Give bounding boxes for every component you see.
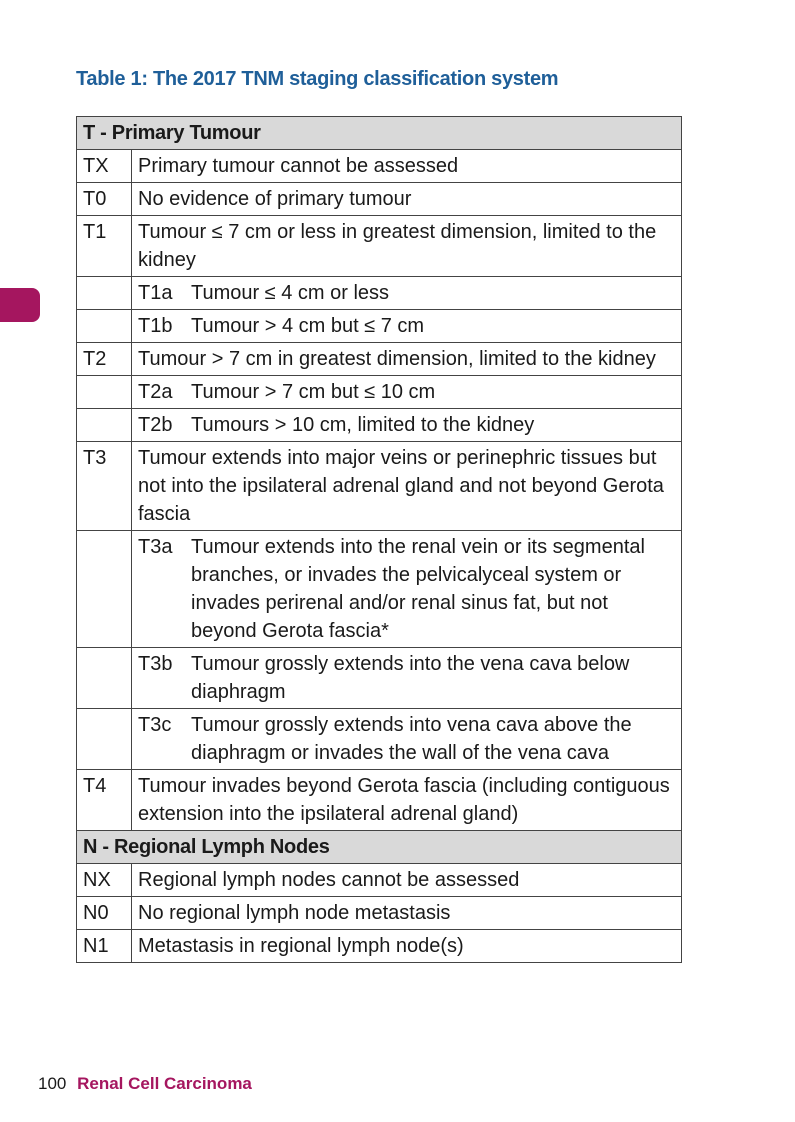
table-row — [77, 864, 682, 897]
substage-description: Tumour extends into the renal vein or its segmental branches, or invades the pelvicalyceal system or invades perirenal and/or renal sinus fat, but not beyond Gerota fascia* — [191, 536, 645, 642]
substage-description: Tumour grossly extends into the vena cava below diaphragm — [191, 653, 630, 703]
table-row — [77, 709, 682, 770]
substage-cell — [132, 310, 682, 343]
stage-code-empty — [77, 409, 132, 442]
table-row — [77, 277, 682, 310]
page-number: 100 — [38, 1074, 67, 1093]
stage-code-empty — [77, 310, 132, 343]
stage-description: No regional lymph node metastasis — [132, 897, 682, 930]
stage-description: No evidence of primary tumour — [132, 183, 682, 216]
table-row — [77, 770, 682, 831]
stage-description: Metastasis in regional lymph node(s) — [132, 930, 682, 963]
section-header-t: T - Primary Tumour — [77, 117, 682, 150]
stage-description: Tumour invades beyond Gerota fascia (including contiguous extension into the ipsilateral adrenal gland) — [132, 770, 682, 831]
substage-cell — [132, 709, 682, 770]
section-header-n: N - Regional Lymph Nodes — [77, 831, 682, 864]
substage-cell — [132, 409, 682, 442]
section-header-row — [77, 117, 682, 150]
stage-code: T4 — [77, 770, 132, 831]
table-row — [77, 531, 682, 648]
substage-code: T3c — [138, 714, 172, 736]
page-footer — [38, 1074, 252, 1094]
table-row — [77, 897, 682, 930]
table-row — [77, 216, 682, 277]
stage-code-empty — [77, 648, 132, 709]
stage-code: N1 — [77, 930, 132, 963]
stage-description: Primary tumour cannot be assessed — [132, 150, 682, 183]
table-row — [77, 150, 682, 183]
stage-code: T3 — [77, 442, 132, 531]
substage-description: Tumour grossly extends into vena cava above the diaphragm or invades the wall of the vena cava — [191, 714, 632, 764]
substage-description: Tumour > 4 cm but ≤ 7 cm — [191, 315, 425, 337]
substage-cell — [132, 376, 682, 409]
substage-code: T3b — [138, 653, 173, 675]
stage-code-empty — [77, 531, 132, 648]
substage-code: T1a — [138, 282, 173, 304]
table-row — [77, 930, 682, 963]
stage-description: Tumour extends into major veins or perinephric tissues but not into the ipsilateral adrenal gland and not beyond Gerota fascia — [132, 442, 682, 531]
table-row — [77, 183, 682, 216]
substage-code: T1b — [138, 315, 173, 337]
substage-cell — [132, 648, 682, 709]
tnm-staging-table — [76, 116, 682, 963]
table-row — [77, 376, 682, 409]
stage-code: T1 — [77, 216, 132, 277]
table-row — [77, 442, 682, 531]
substage-cell — [132, 531, 682, 648]
book-title: Renal Cell Carcinoma — [77, 1074, 252, 1093]
substage-cell — [132, 277, 682, 310]
stage-code-empty — [77, 376, 132, 409]
stage-code: N0 — [77, 897, 132, 930]
stage-description: Tumour ≤ 7 cm or less in greatest dimension, limited to the kidney — [132, 216, 682, 277]
table-row — [77, 648, 682, 709]
stage-description: Tumour > 7 cm in greatest dimension, limited to the kidney — [132, 343, 682, 376]
table-row — [77, 409, 682, 442]
section-header-row — [77, 831, 682, 864]
substage-description: Tumour ≤ 4 cm or less — [191, 282, 390, 304]
substage-code: T2b — [138, 414, 173, 436]
substage-code: T2a — [138, 381, 173, 403]
chapter-tab-marker — [0, 288, 40, 322]
table-title: Table 1: The 2017 TNM staging classification system — [76, 68, 559, 90]
stage-code: TX — [77, 150, 132, 183]
substage-description: Tumour > 7 cm but ≤ 10 cm — [191, 381, 436, 403]
substage-description: Tumours > 10 cm, limited to the kidney — [191, 414, 535, 436]
stage-code-empty — [77, 709, 132, 770]
substage-code: T3a — [138, 536, 173, 558]
stage-code: T2 — [77, 343, 132, 376]
table-row — [77, 310, 682, 343]
table-row — [77, 343, 682, 376]
stage-description: Regional lymph nodes cannot be assessed — [132, 864, 682, 897]
stage-code-empty — [77, 277, 132, 310]
stage-code: NX — [77, 864, 132, 897]
stage-code: T0 — [77, 183, 132, 216]
